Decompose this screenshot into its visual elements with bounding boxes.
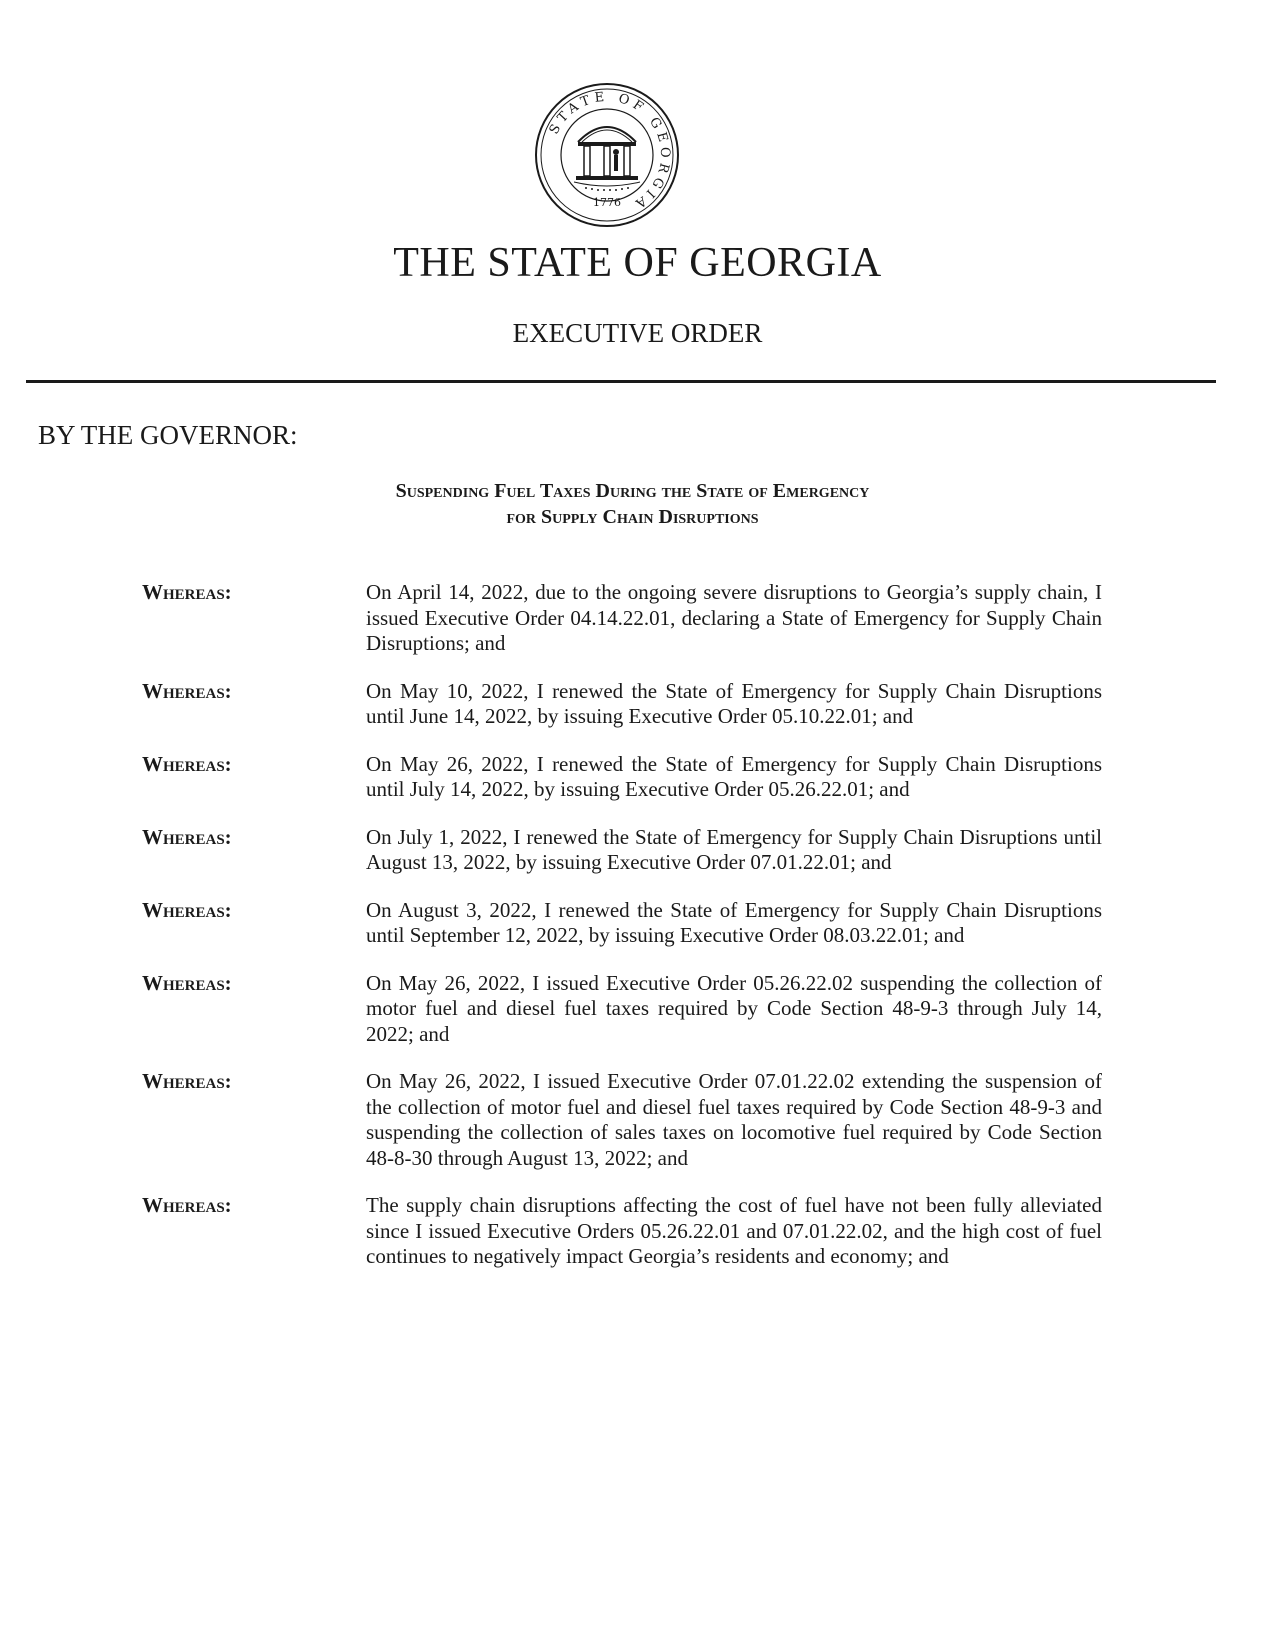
whereas-label: Whereas: bbox=[142, 1069, 232, 1093]
whereas-text: On August 3, 2022, I renewed the State of Emergency for Supply Chain Disruptions until September 12, 2022, by issuing Executive Order 08.03.22.01; and bbox=[366, 897, 1102, 947]
whereas-text: On May 26, 2022, I issued Executive Order 05.26.22.02 suspending the collection of motor fuel and diesel fuel taxes required by Code Section 48-9-3 through July 14, 2022; and bbox=[366, 970, 1102, 1046]
whereas-clause bbox=[142, 1193, 1102, 1270]
state-seal bbox=[534, 82, 680, 228]
whereas-label: Whereas: bbox=[142, 970, 232, 995]
whereas-clause bbox=[142, 898, 1102, 949]
whereas-clauses bbox=[142, 580, 1102, 1292]
whereas-text: On May 26, 2022, I renewed the State of Emergency for Supply Chain Disruptions until July 14, 2022, by issuing Executive Order 05.26.22.01; and bbox=[366, 751, 1102, 801]
whereas-clause bbox=[142, 825, 1102, 876]
whereas-text: On April 14, 2022, due to the ongoing severe disruptions to Georgia’s supply chain, I issued Executive Order 04.14.22.01, declaring a State of Emergency for Supply Chain Disruptions; and bbox=[366, 580, 1102, 655]
whereas-label: Whereas: bbox=[142, 1193, 232, 1217]
whereas-label: Whereas: bbox=[142, 678, 232, 703]
whereas-clause bbox=[142, 679, 1102, 730]
whereas-clause bbox=[142, 752, 1102, 803]
seal-ring-text: STATE OF GEORGIA bbox=[546, 89, 673, 213]
whereas-label: Whereas: bbox=[142, 580, 232, 604]
order-subject-line-1: Suspending Fuel Taxes During the State of Emergency bbox=[395, 480, 870, 502]
whereas-text: On May 10, 2022, I renewed the State of Emergency for Supply Chain Disruptions until June 14, 2022, by issuing Executive Order 05.10.22.01; and bbox=[366, 678, 1102, 728]
whereas-label: Whereas: bbox=[142, 897, 232, 922]
state-title: THE STATE OF GEORGIA bbox=[393, 240, 882, 286]
by-the-governor: BY THE GOVERNOR: bbox=[38, 420, 298, 450]
header-divider bbox=[26, 380, 1216, 383]
whereas-clause bbox=[142, 580, 1102, 657]
whereas-label: Whereas: bbox=[142, 824, 232, 849]
whereas-text: The supply chain disruptions affecting the cost of fuel have not been fully alleviated since I issued Executive Orders 05.26.22.01 and 07.01.22.02, and the high cost of fuel continues to negatively impact Georgia’s residents and economy; and bbox=[366, 1193, 1102, 1268]
whereas-text: On July 1, 2022, I renewed the State of Emergency for Supply Chain Disruptions until August 13, 2022, by issuing Executive Order 07.01.22.01; and bbox=[366, 824, 1102, 874]
order-subject-line-2: for Supply Chain Disruptions bbox=[506, 506, 759, 528]
order-subject bbox=[0, 478, 1265, 530]
whereas-text: On May 26, 2022, I issued Executive Order 07.01.22.02 extending the suspension of the collection of motor fuel and diesel fuel taxes required by Code Section 48-9-3 and suspending the collection of sales taxes on locomotive fuel required by Code Section 48-8-30 through August 13, 2022; and bbox=[366, 1069, 1102, 1170]
whereas-clause bbox=[142, 971, 1102, 1048]
document-type: EXECUTIVE ORDER bbox=[512, 318, 763, 348]
seal-year: 1776 bbox=[593, 196, 621, 209]
whereas-label: Whereas: bbox=[142, 751, 232, 776]
whereas-clause bbox=[142, 1069, 1102, 1171]
